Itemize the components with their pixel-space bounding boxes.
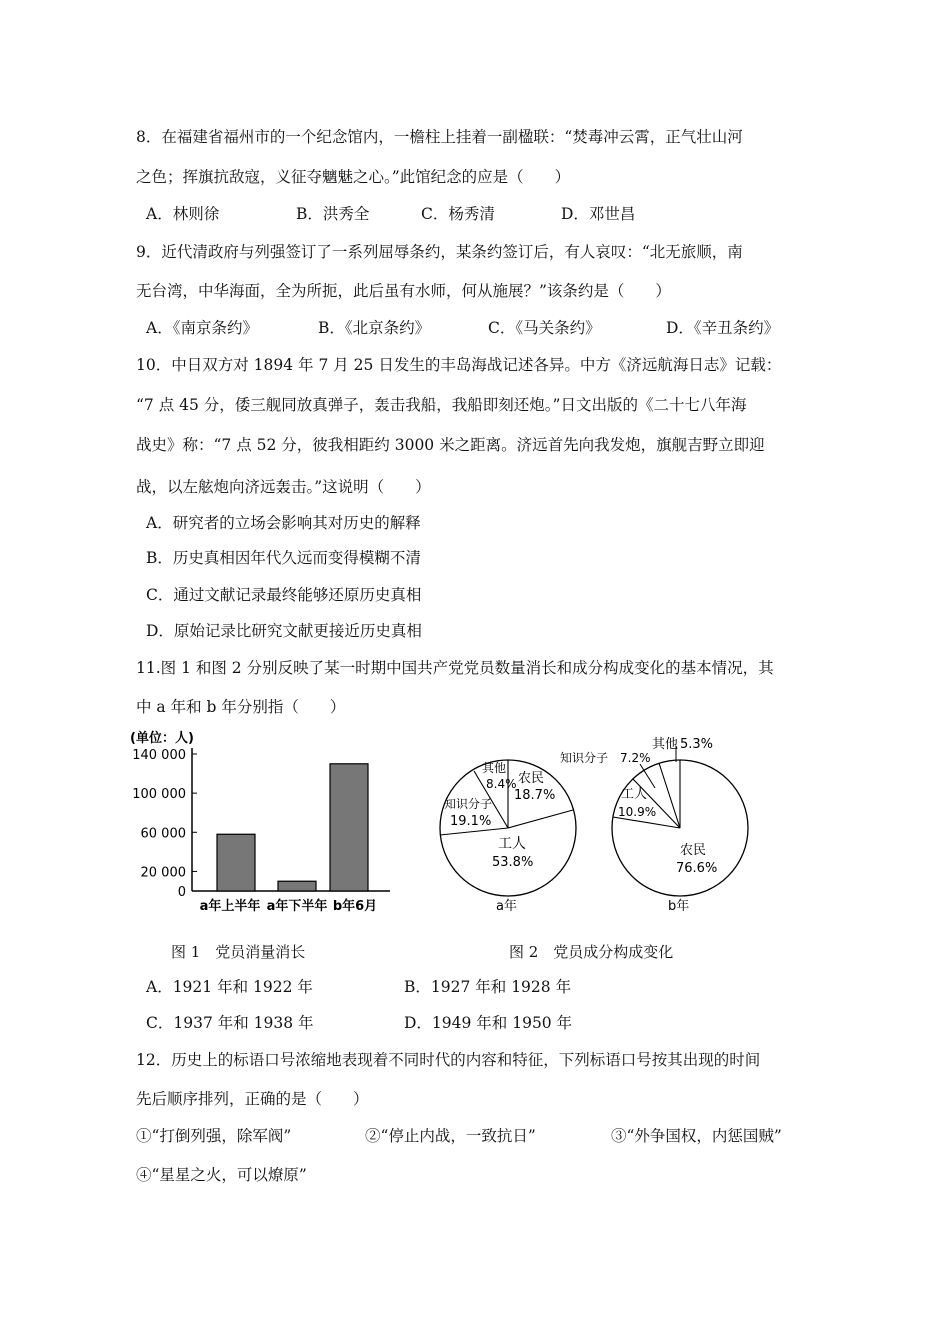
bar-chart-bar bbox=[330, 764, 368, 891]
q9-line2: 无台湾，中华海面，全为所扼，此后虽有水师，何从施展？”该条约是（ ） bbox=[136, 282, 671, 300]
pie-a-title: a年 bbox=[496, 899, 517, 914]
pie-b-value-intellectual: 7.2% bbox=[620, 751, 651, 765]
q8-option-b: B．洪秀全 bbox=[296, 205, 370, 223]
q12-item-2: ②“停止内战，一致抗日” bbox=[365, 1127, 536, 1145]
figure2-caption: 图 2 党员成分构成变化 bbox=[509, 943, 674, 961]
pie-b-value-other: 5.3% bbox=[680, 737, 714, 752]
q11-line1: 11.图 1 和图 2 分别反映了某一时期中国共产党党员数量消长和成分构成变化的基本情况，其 bbox=[136, 659, 774, 677]
pie-b-value-worker: 10.9% bbox=[618, 805, 657, 819]
bar-chart-bar bbox=[217, 834, 255, 891]
q12-line2: 先后顺序排列，正确的是（ ） bbox=[136, 1090, 369, 1108]
q8-option-a: A．林则徐 bbox=[146, 205, 220, 223]
q11-option-b: B．1927 年和 1928 年 bbox=[404, 978, 572, 996]
q12-line1: 12．历史上的标语口号浓缩地表现着不同时代的内容和特征，下列标语口号按其出现的时间 bbox=[136, 1051, 761, 1069]
bar-chart-ytick-label: 100 000 bbox=[132, 787, 186, 803]
q10-line3: 战史》称：“7 点 52 分，彼我相距约 3000 米之距离。济远首先向我发炮，旗舰吉野立即迎 bbox=[136, 436, 765, 454]
q10-option-c: C．通过文献记录最终能够还原历史真相 bbox=[146, 586, 422, 604]
bar-chart-category-label: a年上半年 bbox=[199, 899, 261, 914]
bar-chart-ytick-label: 20 000 bbox=[140, 865, 186, 881]
pie-a-value-intellectual: 19.1% bbox=[450, 814, 492, 829]
pie-a-value-worker: 53.8% bbox=[492, 855, 534, 870]
figure2-pie-charts bbox=[430, 730, 760, 920]
q9-option-d: D．《辛丑条约》 bbox=[666, 319, 780, 337]
q10-option-a: A．研究者的立场会影响其对历史的解释 bbox=[146, 514, 421, 532]
q8-option-d: D．邓世昌 bbox=[561, 205, 636, 223]
pie-a-label-other: 其他 bbox=[482, 761, 507, 775]
pie-a-label-farmer: 农民 bbox=[518, 771, 545, 786]
pie-b-value-farmer: 76.6% bbox=[676, 861, 718, 876]
q11-line2: 中 a 年和 b 年分别指（ ） bbox=[136, 698, 346, 716]
q11-option-c: C．1937 年和 1938 年 bbox=[146, 1014, 314, 1032]
pie-b-title: b年 bbox=[668, 899, 690, 914]
q10-line4: 战，以左舷炮向济远轰击。”这说明（ ） bbox=[136, 478, 431, 496]
bar-chart-ytick-label: 0 bbox=[177, 885, 186, 900]
q9-option-b: B．《北京条约》 bbox=[318, 319, 431, 337]
pie-b-label-other: 其他 bbox=[652, 737, 679, 752]
q11-option-a: A．1921 年和 1922 年 bbox=[146, 978, 313, 996]
pie-b-label-intellectual: 知识分子 bbox=[560, 751, 609, 765]
bar-chart-ytick-label: 60 000 bbox=[140, 826, 186, 842]
q8-line1: 8．在福建省福州市的一个纪念馆内，一檐柱上挂着一副楹联：“焚毒冲云霄，正气壮山河 bbox=[136, 128, 743, 146]
bar-chart-category-label: b年6月 bbox=[332, 899, 378, 914]
q8-option-c: C．杨秀清 bbox=[421, 205, 495, 223]
pie-a-value-other: 8.4% bbox=[486, 777, 517, 791]
q12-item-1: ①“打倒列强，除军阀” bbox=[136, 1127, 292, 1145]
bar-chart-unit-label: (单位：人) bbox=[130, 731, 194, 746]
q9-line1: 9．近代清政府与列强签订了一系列屈辱条约，某条约签订后，有人哀叹：“北无旅顺，南 bbox=[136, 243, 743, 261]
pie-a-value-farmer: 18.7% bbox=[514, 788, 556, 803]
q8-line2: 之色；挥旗抗敌寇，义征夺魑魅之心。”此馆纪念的应是（ ） bbox=[136, 168, 571, 186]
figure1-bar-chart bbox=[128, 728, 400, 918]
q12-item-3: ③“外争国权，内惩国贼” bbox=[611, 1127, 782, 1145]
q10-option-d: D．原始记录比研究文献更接近历史真相 bbox=[146, 622, 422, 640]
q12-item-4: ④“星星之火，可以燎原” bbox=[136, 1166, 307, 1184]
figure1-caption: 图 1 党员消量消长 bbox=[171, 943, 306, 961]
q9-option-c: C．《马关条约》 bbox=[488, 319, 601, 337]
bar-chart-bar bbox=[278, 881, 316, 891]
q10-line2: “7 点 45 分，倭三舰同放真弹子，轰击我船，我船即刻还炮。”日文出版的《二十七八年海 bbox=[136, 396, 747, 414]
pie-b-label-worker: 工人 bbox=[621, 787, 648, 802]
q11-option-d: D．1949 年和 1950 年 bbox=[404, 1014, 573, 1032]
q9-option-a: A．《南京条约》 bbox=[146, 319, 258, 337]
bar-chart-ytick-label: 140 000 bbox=[132, 748, 186, 763]
bar-chart-category-label: a年下半年 bbox=[266, 899, 328, 914]
pie-b-label-farmer: 农民 bbox=[680, 843, 707, 858]
q10-option-b: B．历史真相因年代久远而变得模糊不清 bbox=[146, 549, 421, 567]
q10-line1: 10．中日双方对 1894 年 7 月 25 日发生的丰岛海战记述各异。中方《济远航海日志》记载： bbox=[136, 356, 782, 374]
pie-a-label-intellectual: 知识分子 bbox=[444, 797, 493, 811]
pie-a-label-worker: 工人 bbox=[498, 836, 526, 852]
